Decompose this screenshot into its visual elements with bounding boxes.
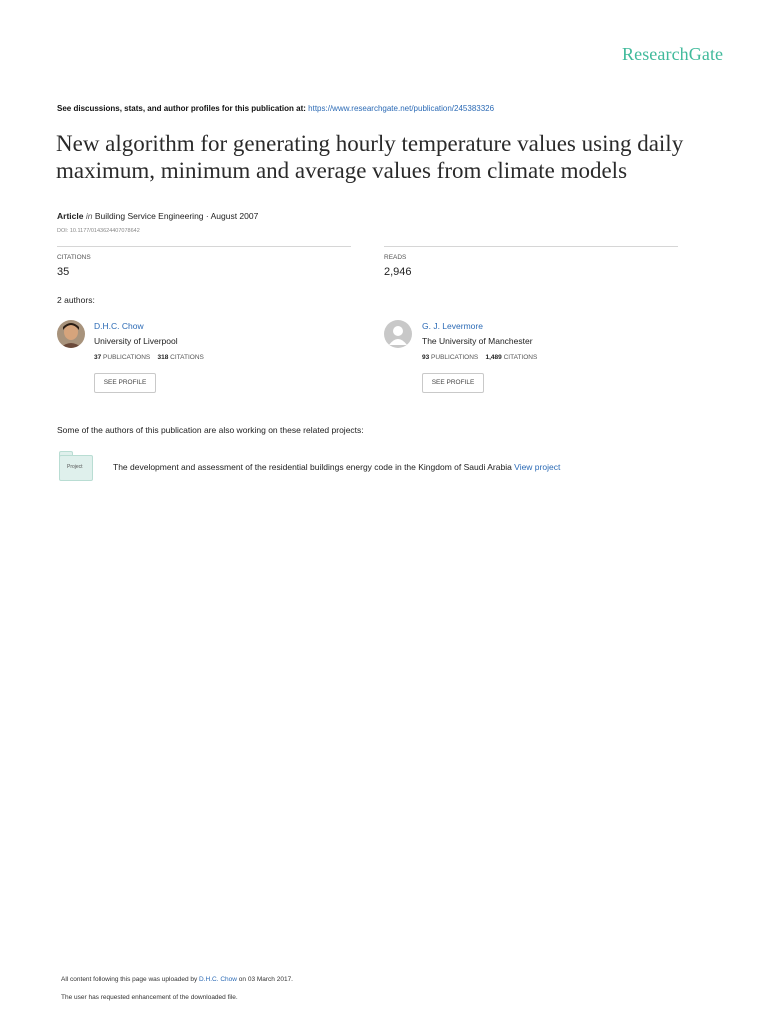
author-photo-icon bbox=[57, 320, 85, 348]
article-type: Article bbox=[57, 211, 84, 221]
default-user-icon bbox=[384, 320, 412, 348]
upload-note bbox=[61, 976, 293, 983]
author-1-stats bbox=[94, 354, 204, 361]
article-in: in bbox=[85, 211, 93, 221]
article-journal: Building Service Engineering · August 2007 bbox=[94, 211, 259, 221]
doi-text: DOI: 10.1177/0143624407078642 bbox=[57, 228, 140, 234]
author-2-publications-label: PUBLICATIONS bbox=[431, 354, 479, 361]
author-1-publications-label: PUBLICATIONS bbox=[103, 354, 151, 361]
citations-count: 35 bbox=[57, 266, 70, 278]
project-title: The development and assessment of the residential buildings energy code in the Kingdom of Saudi Arabia bbox=[113, 462, 515, 472]
citations-label: CITATIONS bbox=[57, 254, 91, 261]
avatar-author-1[interactable] bbox=[57, 320, 85, 348]
paper-title-line-2: maximum, minimum and average values from climate models bbox=[56, 158, 628, 183]
author-1-institution: University of Liverpool bbox=[94, 336, 178, 346]
author-1-name[interactable]: D.H.C. Chow bbox=[94, 321, 144, 331]
reads-count: 2,946 bbox=[384, 266, 412, 278]
author-2-citations-label: CITATIONS bbox=[503, 354, 538, 361]
paper-title bbox=[56, 130, 716, 184]
article-meta bbox=[57, 211, 258, 221]
disclaimer-line bbox=[57, 104, 494, 113]
author-2-publications-count: 93 bbox=[422, 354, 430, 361]
paper-title-line-1: New algorithm for generating hourly temperature values using daily bbox=[56, 131, 684, 156]
publication-url-link[interactable]: https://www.researchgate.net/publication/245383326 bbox=[308, 104, 495, 113]
disclaimer-text: See discussions, stats, and author profiles for this publication at: bbox=[57, 104, 309, 113]
upload-note-prefix: All content following this page was uploaded by bbox=[61, 976, 200, 983]
see-profile-button-author-2[interactable]: SEE PROFILE bbox=[422, 373, 484, 393]
author-1-citations-count: 318 bbox=[157, 354, 169, 361]
author-2-institution: The University of Manchester bbox=[422, 336, 533, 346]
author-1-citations-label: CITATIONS bbox=[170, 354, 204, 361]
uploader-link[interactable]: D.H.C. Chow bbox=[199, 976, 237, 983]
view-project-link[interactable]: View project bbox=[514, 462, 561, 472]
author-2-citations-count: 1,489 bbox=[485, 354, 502, 361]
authors-heading: 2 authors: bbox=[57, 295, 95, 305]
enhancement-note: The user has requested enhancement of the downloaded file. bbox=[61, 994, 238, 1001]
reads-label: READS bbox=[384, 254, 407, 261]
related-projects-heading: Some of the authors of this publication are also working on these related projects: bbox=[57, 425, 364, 435]
avatar-author-2[interactable] bbox=[384, 320, 412, 348]
divider-left bbox=[57, 246, 351, 247]
project-item bbox=[113, 462, 560, 472]
author-2-name[interactable]: G. J. Levermore bbox=[422, 321, 483, 331]
upload-note-suffix: on 03 March 2017. bbox=[236, 976, 293, 983]
divider-right bbox=[384, 246, 678, 247]
see-profile-button-author-1[interactable]: SEE PROFILE bbox=[94, 373, 156, 393]
author-2-stats bbox=[422, 354, 537, 361]
author-1-publications-count: 37 bbox=[94, 354, 102, 361]
researchgate-logo[interactable]: ResearchGate bbox=[622, 44, 724, 64]
project-icon-label: Project bbox=[67, 464, 83, 470]
